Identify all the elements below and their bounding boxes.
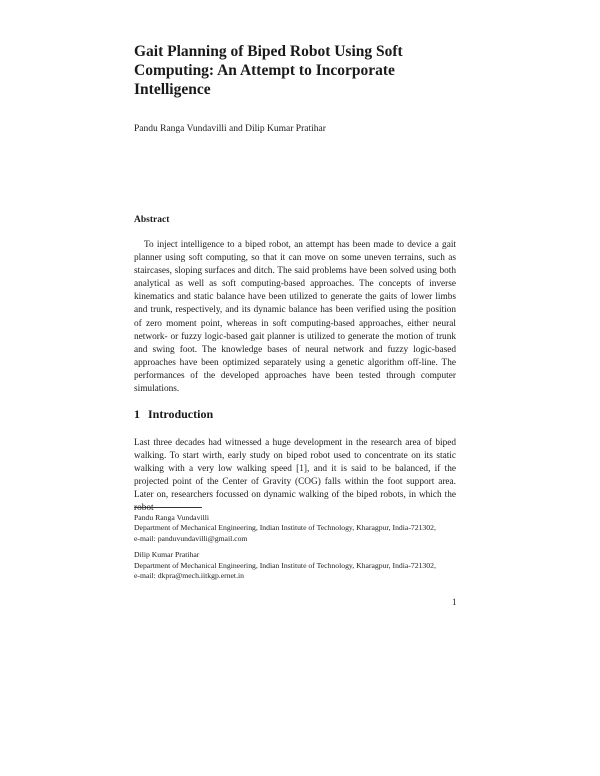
footnote-author-1 — [134, 513, 464, 544]
page-number: 1 — [452, 597, 457, 607]
abstract-heading: Abstract — [134, 215, 170, 225]
footnote-email: e-mail: dkpra@mech.iitkgp.ernet.in — [134, 571, 244, 581]
introduction-text: Last three decades had witnessed a huge development in the research area of biped walking. To start wirth, early study on biped robot used to concentrate on its static walking with a very low walking speed [1], and it is said to be balanced, if the projected point of the Center of Gravity (COG) falls within the foot support area. Later on, researchers focussed on dynamic walking of the biped robots, in which the robot — [134, 438, 456, 514]
section-heading-introduction — [134, 407, 213, 422]
footnote-email: e-mail: panduvundavilli@gmail.com — [134, 533, 248, 543]
footnote-name: Pandu Ranga Vundavilli — [134, 513, 209, 522]
footnote-author-2 — [134, 550, 464, 581]
paper-title: Gait Planning of Biped Robot Using Soft Computing: An Attempt to Incorporate Intelligence — [134, 43, 403, 98]
author-list: Pandu Ranga Vundavilli and Dilip Kumar Pratihar — [134, 124, 326, 134]
footnote-name: Dilip Kumar Pratihar — [134, 550, 200, 560]
footnote-affiliation: Department of Mechanical Engineering, Indian Institute of Technology, Kharagpur, India-721302, — [134, 523, 436, 533]
footnote-divider — [134, 507, 202, 508]
abstract-text: To inject intelligence to a biped robot, an attempt has been made to device a gait planner using soft computing, so that it can move on some uneven terrains, such as staircases, sloping surfaces and ditch. The said problems have been solved using both analytical as well as soft computing-based approaches. The concepts of inverse kinematics and static balance have been utilized to generate the gaits of lower limbs and trunk, respectively, and its dynamic balance has been verified using the position of zero moment point, whereas in soft computing-based approaches, either neural network- or fuzzy logic-based gait planner is utilized to generate the motion of trunk and swing foot. The knowledge bases of neural network and fuzzy logic-based approaches have been optimized separately using a genetic algorithm off-line. The performances of the developed approaches have been tested through computer simulations. — [134, 240, 456, 395]
section-title: Introduction — [148, 407, 214, 421]
author-footnotes — [134, 513, 464, 587]
section-number: 1 — [134, 407, 140, 421]
footnote-affiliation: Department of Mechanical Engineering, Indian Institute of Technology, Kharagpur, India-721302, — [134, 560, 436, 570]
